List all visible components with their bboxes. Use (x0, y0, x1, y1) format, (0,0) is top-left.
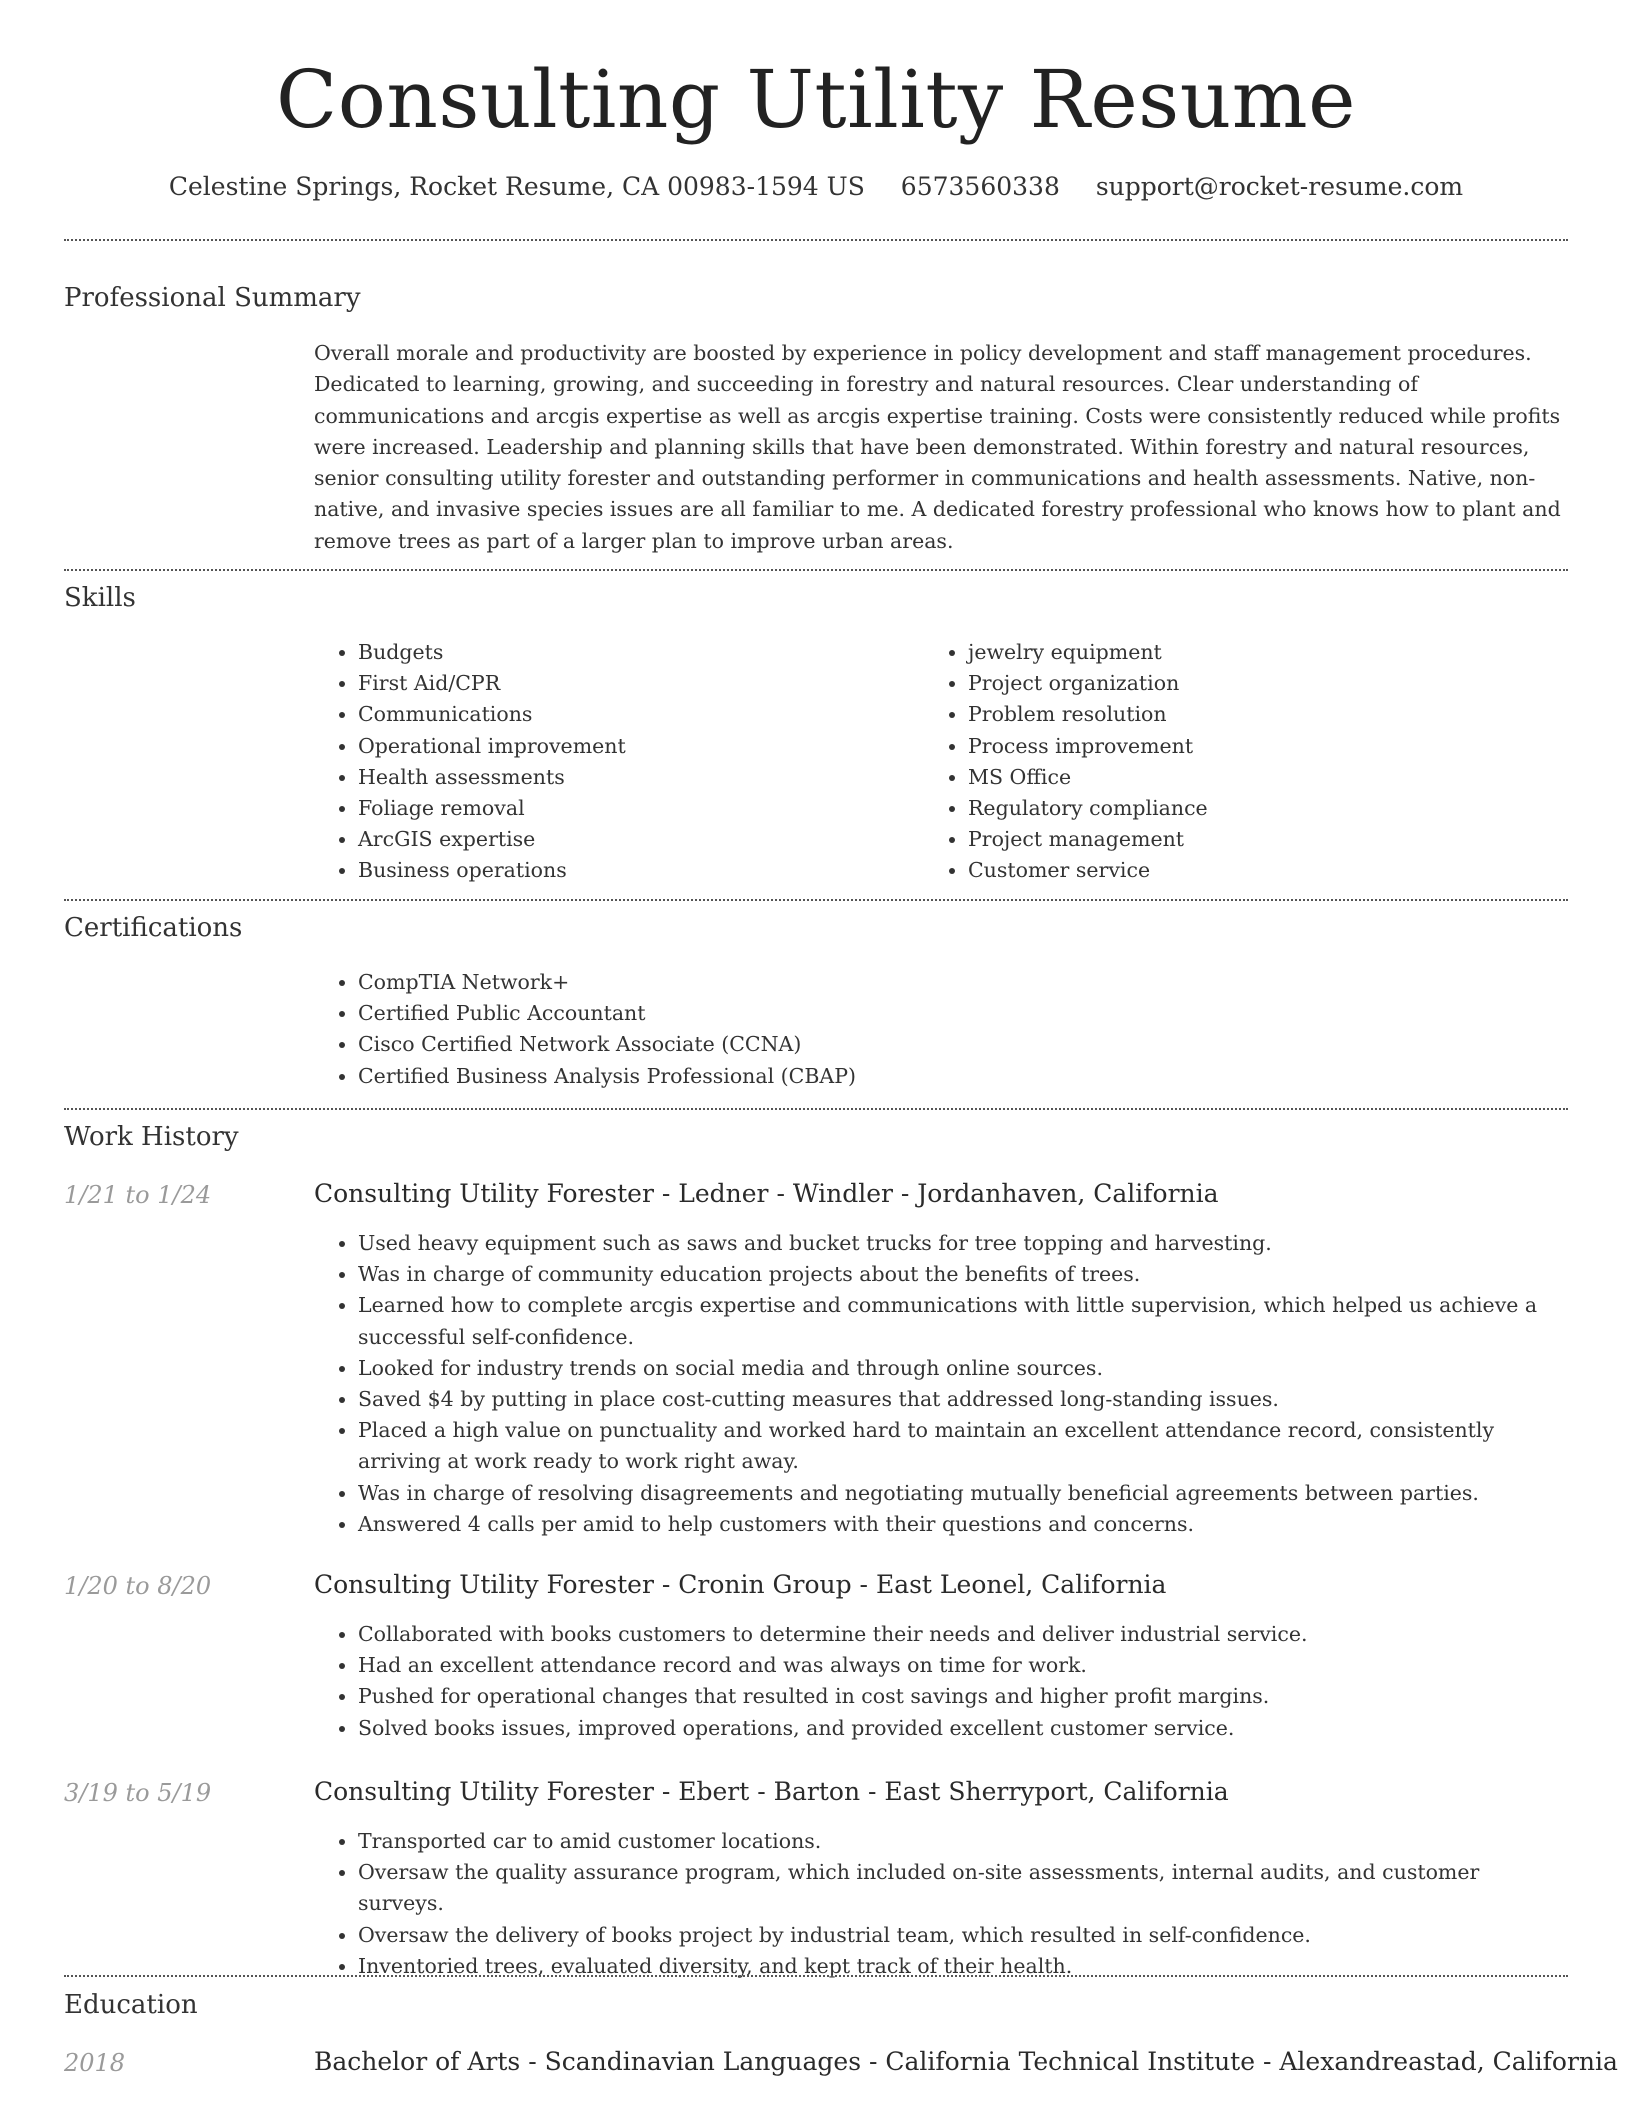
divider (64, 1108, 1568, 1110)
skill-item: • Foliage removal (358, 793, 874, 824)
job-dates: 1/20 to 8/20 (64, 1572, 212, 1600)
section-heading-skills: Skills (64, 583, 136, 613)
section-heading-certifications: Certifications (64, 913, 243, 943)
job-dates: 3/19 to 5/19 (64, 1779, 212, 1807)
job-bullet: • Answered 4 calls per amid to help customers with their questions and concerns. (358, 1509, 1568, 1540)
education-degree: Bachelor of Arts - Scandinavian Languages - California Technical Institute - Alexandreastad, California (314, 2047, 1618, 2076)
job-title: Consulting Utility Forester - Cronin Group - East Leonel, California (314, 1570, 1167, 1599)
section-heading-education: Education (64, 1990, 198, 2020)
job-title: Consulting Utility Forester - Ebert - Barton - East Sherryport, California (314, 1777, 1229, 1806)
job-bullets (314, 1228, 1568, 1540)
job-title: Consulting Utility Forester - Ledner - Windler - Jordanhaven, California (314, 1179, 1219, 1208)
divider (64, 569, 1568, 571)
job-bullet: • Placed a high value on punctuality and worked hard to maintain an excellent attendance record, consistently arriving at work ready to work right away. (358, 1415, 1568, 1477)
skill-item: • Operational improvement (358, 731, 874, 762)
certifications-block (314, 967, 1568, 1092)
skills-column-left (314, 637, 874, 887)
contact-line (0, 170, 1632, 204)
education-year: 2018 (64, 2049, 126, 2077)
skill-item: • Business operations (358, 855, 874, 886)
job-bullet: • Was in charge of community education projects about the benefits of trees. (358, 1259, 1568, 1290)
job-bullet: • Solved books issues, improved operations, and provided excellent customer service. (358, 1713, 1568, 1744)
summary-block (314, 338, 1568, 557)
skill-item: • Communications (358, 699, 874, 730)
skill-item: • ArcGIS expertise (358, 824, 874, 855)
contact-email: support@rocket-resume.com (1095, 172, 1464, 201)
skill-item: • Project management (968, 824, 1484, 855)
job-bullet: • Saved $4 by putting in place cost-cutting measures that addressed long-standing issues. (358, 1384, 1568, 1415)
job-bullet: • Transported car to amid customer locations. (358, 1826, 1568, 1857)
certification-item: • CompTIA Network+ (358, 967, 1568, 998)
certification-item: • Cisco Certified Network Associate (CCNA) (358, 1029, 1568, 1060)
job-bullet: • Used heavy equipment such as saws and bucket trucks for tree topping and harvesting. (358, 1228, 1568, 1259)
skill-item: • Process improvement (968, 731, 1484, 762)
section-heading-work-history: Work History (64, 1122, 239, 1152)
skill-item: • First Aid/CPR (358, 668, 874, 699)
job-bullet: • Was in charge of resolving disagreements and negotiating mutually beneficial agreements between parties. (358, 1478, 1568, 1509)
job-bullet: • Inventoried trees, evaluated diversity, and kept track of their health. (358, 1951, 1568, 1982)
skill-item: • Health assessments (358, 762, 874, 793)
divider (64, 239, 1568, 241)
job-dates: 1/21 to 1/24 (64, 1181, 212, 1209)
job-bullet: • Oversaw the delivery of books project by industrial team, which resulted in self-confidence. (358, 1920, 1568, 1951)
job-bullet: • Collaborated with books customers to determine their needs and deliver industrial service. (358, 1619, 1568, 1650)
job-bullet: • Learned how to complete arcgis expertise and communications with little supervision, which helped us achieve a successful self-confidence. (358, 1290, 1568, 1352)
skill-item: • MS Office (968, 762, 1484, 793)
skills-column-right (924, 637, 1484, 887)
contact-address: Celestine Springs, Rocket Resume, CA 00983-1594 US (168, 172, 865, 201)
certification-item: • Certified Public Accountant (358, 998, 1568, 1029)
contact-phone: 6573560338 (900, 172, 1060, 201)
skill-item: • Customer service (968, 855, 1484, 886)
divider (64, 899, 1568, 901)
skill-item: • Budgets (358, 637, 874, 668)
skill-item: • Problem resolution (968, 699, 1484, 730)
certification-item: • Certified Business Analysis Professional (CBAP) (358, 1061, 1568, 1092)
resume-title: Consulting Utility Resume (276, 53, 1356, 146)
divider (64, 1975, 1568, 1977)
job-bullet: • Oversaw the quality assurance program, which included on-site assessments, internal audits, and customer surveys. (358, 1857, 1568, 1919)
section-heading-summary: Professional Summary (64, 283, 361, 313)
job-bullets (314, 1619, 1568, 1744)
job-bullet: • Looked for industry trends on social media and through online sources. (358, 1353, 1568, 1384)
skill-item: • Regulatory compliance (968, 793, 1484, 824)
summary-text: Overall morale and productivity are boosted by experience in policy development and staff management procedures. Dedicated to learning, growing, and succeeding in forestry and natural resources. Clear understanding of communications and arcgis expertise as well as arcgis expertise training. Costs were consistently reduced while profits were increased. Leadership and planning skills that have been demonstrated. Within forestry and natural resources, senior consulting utility forester and outstanding performer in communications and health assessments. Native, non-native, and invasive species issues are all familiar to me. A dedicated forestry professional who knows how to plant and remove trees as part of a larger plan to improve urban areas. (314, 341, 1561, 553)
job-bullets (314, 1826, 1568, 1982)
job-bullet: • Had an excellent attendance record and was always on time for work. (358, 1650, 1568, 1681)
job-bullet: • Pushed for operational changes that resulted in cost savings and higher profit margins. (358, 1681, 1568, 1712)
skill-item: • Project organization (968, 668, 1484, 699)
skill-item: • jewelry equipment (968, 637, 1484, 668)
